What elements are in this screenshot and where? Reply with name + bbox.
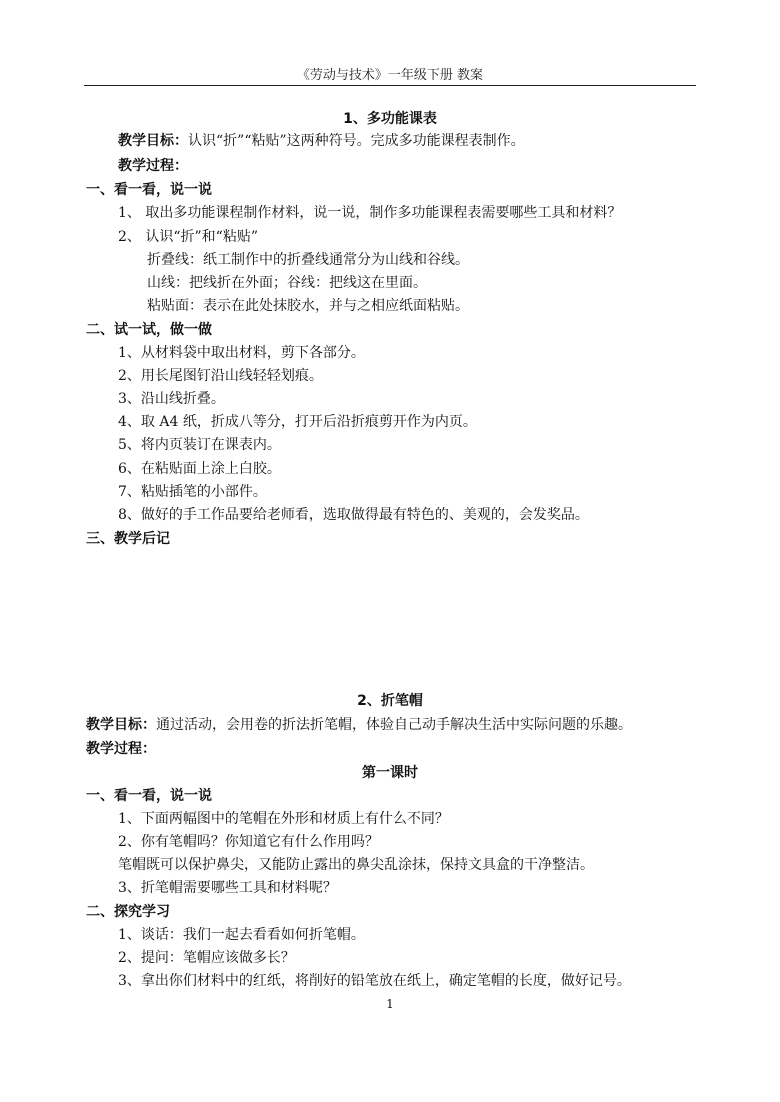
lesson1-process-label: 教学过程： [118,158,188,174]
lesson1-section1-heading: 一、看一看，说一说 [86,182,212,198]
lesson1-s1-item: 折叠线：纸工制作中的折叠线通常分为山线和谷线。 [147,252,469,268]
lesson2-title: 2、折笔帽 [357,693,423,709]
lesson2-s1-item: 笔帽既可以保护鼻尖，又能防止露出的鼻尖乱涂抹，保持文具盒的干净整洁。 [118,857,594,873]
lesson2-goal-text: 通过活动，会用卷的折法折笔帽，体验自己动手解决生活中实际问题的乐趣。 [156,717,632,733]
lesson1-s1-item: 1、 取出多功能课程制作材料，说一说，制作多功能课程表需要哪些工具和材料？ [118,205,622,221]
lesson1-s2-item: 3、沿山线折叠。 [118,391,225,407]
lesson1-s2-item: 7、粘贴插笔的小部件。 [118,484,267,500]
lesson1-goal-text: 认识“折”“粘贴”这两种符号。完成多功能课程表制作。 [188,133,525,149]
lesson2-goal [86,716,632,734]
lesson2-section1-heading: 一、看一看，说一说 [86,788,212,804]
lesson1-goal [118,132,525,150]
lesson2-s2-item: 1、谈话：我们一起去看看如何折笔帽。 [118,927,365,943]
lesson1-s1-item: 山线：把线折在外面；谷线：把线这在里面。 [147,275,427,291]
lesson2-period-heading: 第一课时 [362,765,418,781]
lesson1-goal-label: 教学目标： [118,133,188,149]
lesson1-title: 1、多功能课表 [343,111,437,127]
header-rule [84,85,696,86]
lesson1-section2-heading: 二、试一试，做一做 [86,322,212,338]
lesson1-s2-item: 8、做好的手工作品要给老师看，选取做得最有特色的、美观的，会发奖品。 [118,507,589,523]
lesson1-s2-item: 5、将内页装订在课表内。 [118,437,281,453]
lesson1-s2-item: 1、从材料袋中取出材料，剪下各部分。 [118,345,365,361]
lesson2-section2-heading: 二、探究学习 [86,904,170,920]
lesson2-process-label: 教学过程： [86,741,156,757]
lesson2-s2-item: 3、拿出你们材料中的红纸，将削好的铅笔放在纸上，确定笔帽的长度，做好记号。 [118,973,631,989]
lesson2-s1-item: 2、你有笔帽吗？你知道它有什么作用吗？ [118,834,379,850]
lesson1-s1-item: 2、 认识“折”和“粘贴” [118,229,258,245]
lesson1-s2-item: 6、在粘贴面上涂上白胶。 [118,461,281,477]
lesson2-s1-item: 3、折笔帽需要哪些工具和材料呢？ [118,880,337,896]
page-header: 《劳动与技术》一年级下册 教案 [296,68,484,83]
lesson2-s2-item: 2、提问：笔帽应该做多长？ [118,950,295,966]
page-number: 1 [386,997,394,1011]
lesson1-s1-item: 粘贴面：表示在此处抹胶水，并与之相应纸面粘贴。 [147,298,469,314]
lesson2-goal-label: 教学目标： [86,717,156,733]
lesson1-s2-item: 2、用长尾图钉沿山线轻轻划痕。 [118,368,323,384]
lesson1-s2-item: 4、取 A4 纸，折成八等分，打开后沿折痕剪开作为内页。 [118,414,477,430]
lesson2-s1-item: 1、下面两幅图中的笔帽在外形和材质上有什么不同？ [118,811,449,827]
lesson1-section3-heading: 三、教学后记 [86,531,170,547]
